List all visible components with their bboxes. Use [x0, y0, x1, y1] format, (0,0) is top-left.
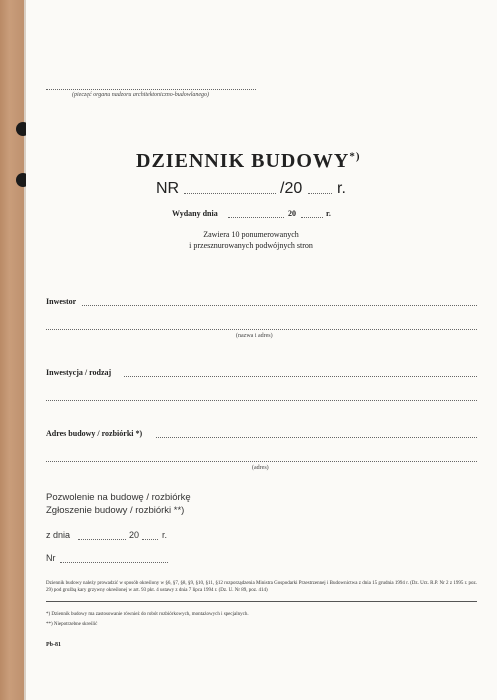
permit-year-field[interactable] — [142, 539, 158, 540]
contains-line-2: i przesznurowanych podwójnych stron — [189, 241, 313, 250]
nr-year-prefix: /20 — [280, 180, 303, 197]
title-mark: *) — [349, 150, 361, 163]
address-label: Adres budowy / rozbiórki *) — [46, 429, 143, 438]
address-field-2[interactable] — [46, 461, 477, 462]
date-year: 20 — [129, 530, 140, 540]
issued-year-field[interactable] — [301, 217, 323, 218]
nr-year-field[interactable] — [308, 193, 332, 194]
investor-field-1[interactable] — [82, 305, 477, 306]
permit-line-2: Zgłoszenie budowy / rozbiórki **) — [46, 505, 185, 516]
issued-label: Wydany dnia — [172, 209, 218, 218]
issued-date-field[interactable] — [228, 217, 284, 218]
nr-label: NR — [156, 180, 180, 197]
stamp-caption: (pieczęć organu nadzoru architektoniczno-budowlanego) — [72, 92, 210, 98]
issued-suffix: r. — [326, 209, 331, 218]
stamp-line — [46, 89, 256, 90]
form-code: Pb-81 — [46, 642, 61, 648]
date-suffix: r. — [162, 530, 168, 540]
investment-field-1[interactable] — [124, 376, 477, 377]
nr-number-field[interactable] — [184, 193, 276, 194]
nr-suffix: r. — [337, 180, 346, 197]
binding-spine — [0, 0, 24, 700]
footnote-1: *) Dziennik budowy ma zastosowanie również do robót rozbiórkowych, montażowych i specjalnych. — [46, 612, 249, 617]
issued-year: 20 — [288, 209, 296, 218]
document-title — [136, 150, 361, 173]
contains-line-1: Zawiera 10 ponumerowanych — [203, 230, 299, 239]
investor-caption: (nazwa i adres) — [236, 333, 273, 339]
investor-field-2[interactable] — [46, 329, 477, 330]
investment-field-2[interactable] — [46, 400, 477, 401]
permit-line-1: Pozwolenie na budowę / rozbiórkę — [46, 492, 191, 503]
legal-notice: Dziennik budowy należy prowadzić w sposób określony w §6, §7, §8, §9, §10, §11, §12 rozporządzenia Ministra Gospodarki Przestrzennej i Budownictwa z dnia 15 grudnia 1994 r. (Dz. Urz. R.P. Nr 2 z 1995 r. poz. 29) pod groźbą kary grzywny określonej w art. 93 pkt. 4 ustawy z dnia 7 lipca 1994 r. (Dz. U. Nr 89, poz. 414) — [46, 581, 477, 593]
address-caption: (adres) — [252, 465, 269, 471]
date-prefix: z dnia — [46, 530, 71, 540]
investor-label: Inwestor — [46, 297, 77, 306]
footnote-divider — [46, 601, 477, 602]
permit-date-field[interactable] — [78, 539, 126, 540]
permit-number-field[interactable] — [60, 562, 168, 563]
nr2-label: Nr — [46, 553, 56, 563]
title-text: DZIENNIK BUDOWY — [136, 150, 350, 172]
footnote-2: **) Niepotrzebne skreślić — [46, 622, 98, 627]
address-field-1[interactable] — [156, 437, 477, 438]
document-page — [26, 0, 497, 700]
investment-label: Inwestycja / rodzaj — [46, 368, 112, 377]
